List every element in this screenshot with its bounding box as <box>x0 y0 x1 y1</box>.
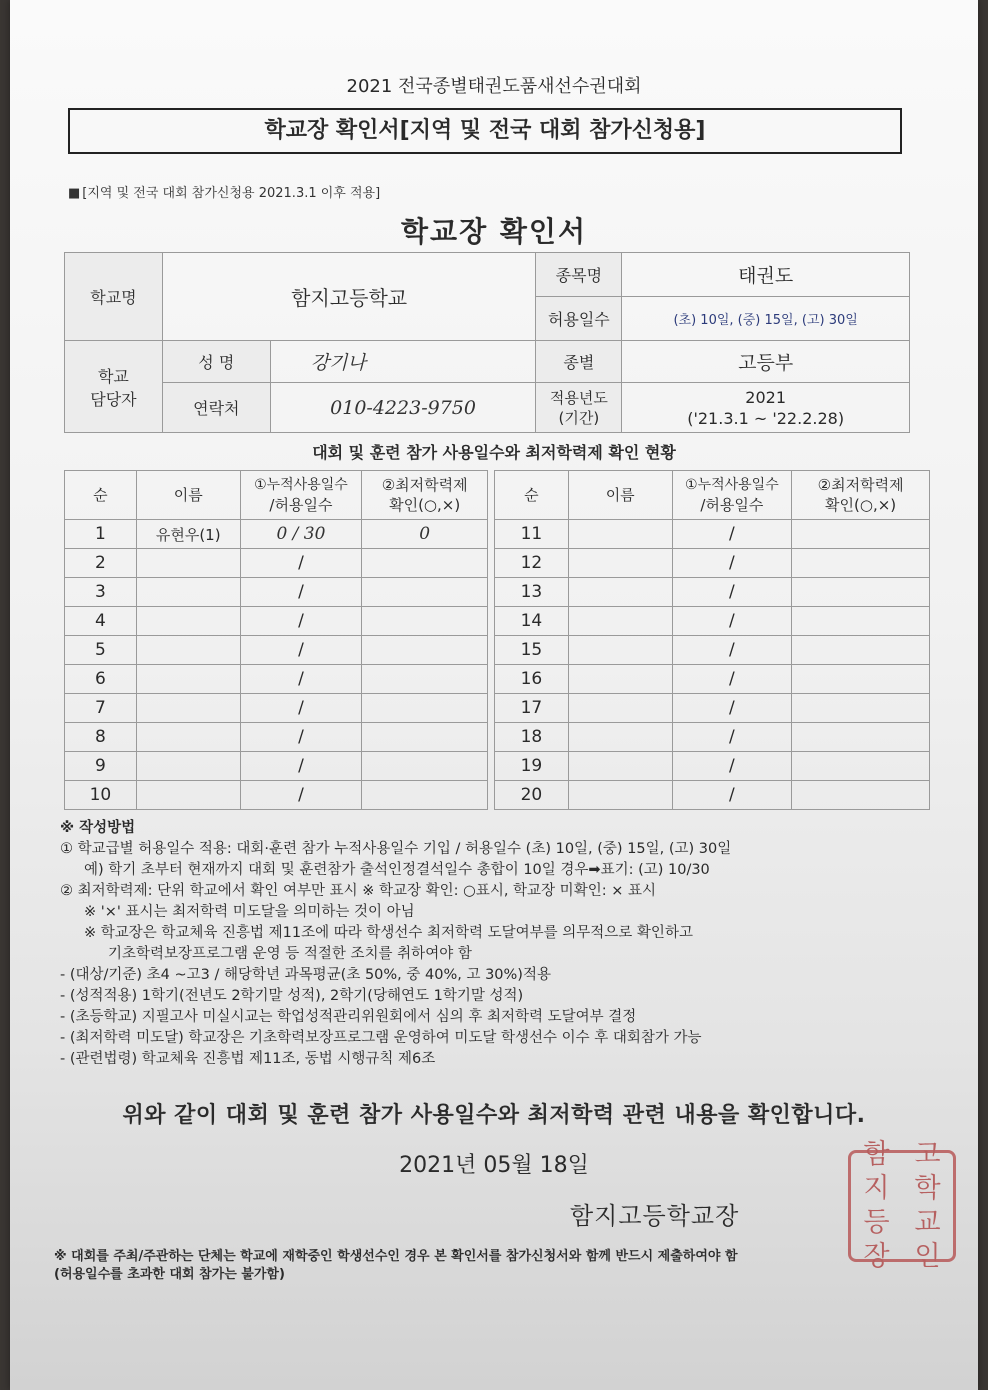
school-name-label: 학교명 <box>65 253 163 341</box>
table-row <box>65 694 930 723</box>
row-check <box>362 723 488 752</box>
row-no: 20 <box>494 781 568 810</box>
principal-signature: 함지고등학교장 <box>570 1202 740 1230</box>
row-check <box>792 607 930 636</box>
column-gap <box>488 549 495 578</box>
school-info-table <box>64 252 910 433</box>
row-check <box>792 752 930 781</box>
header-name-left: 이름 <box>136 471 240 520</box>
contact-person-label <box>65 341 163 433</box>
row-check <box>792 636 930 665</box>
row-no: 1 <box>65 520 137 549</box>
row-used: / <box>240 636 362 665</box>
row-name <box>136 723 240 752</box>
contact-phone-label: 연락처 <box>162 383 270 433</box>
row-check <box>792 665 930 694</box>
row-used: / <box>672 520 792 549</box>
row-check <box>362 781 488 810</box>
column-gap <box>488 578 495 607</box>
row-no: 9 <box>65 752 137 781</box>
row-check <box>362 636 488 665</box>
instruction-line: - (대상/기준) 초4 ~고3 / 해당학년 과목평균(초 50%, 중 40%, 고 30%)적용 <box>60 967 551 983</box>
seal-char: 인 <box>914 1241 941 1272</box>
instruction-line: - (최저학력 미도달) 학교장은 기초학력보장프로그램 운영하여 미도달 학생선수 이수 후 대회참가 가능 <box>60 1030 702 1046</box>
row-no: 7 <box>65 694 137 723</box>
row-used: / <box>240 694 362 723</box>
row-used: / <box>240 665 362 694</box>
row-used: 0 / 30 <box>240 520 362 549</box>
header-used-left-line2: /허용일수 <box>269 496 333 514</box>
table-row <box>65 752 930 781</box>
row-used: / <box>240 752 362 781</box>
table-row <box>65 549 930 578</box>
header-check-left <box>362 471 488 520</box>
table-row <box>65 723 930 752</box>
seal-char: 지 <box>863 1173 890 1204</box>
row-name <box>136 781 240 810</box>
document-header-box: 학교장 확인서[지역 및 전국 대회 참가신청용] <box>68 108 902 154</box>
footer-note-line2: (허용일수를 초과한 대회 참가는 불가함) <box>54 1267 285 1282</box>
instruction-line: ① 학교급별 허용일수 적용: 대회·훈련 참가 누적사용일수 기입 / 허용일수 (초) 10일, (중) 15일, (고) 30일 <box>60 841 732 857</box>
instruction-line: ※ '×' 표시는 최저학력 미도달을 의미하는 것이 아님 <box>84 904 415 920</box>
row-no: 11 <box>494 520 568 549</box>
row-name <box>568 723 672 752</box>
seal-char: 장 <box>863 1241 890 1272</box>
column-gap <box>488 694 495 723</box>
row-used: / <box>672 607 792 636</box>
participants-table <box>64 470 930 810</box>
column-gap <box>488 607 495 636</box>
row-check <box>792 694 930 723</box>
seal-char: 등 <box>863 1207 890 1238</box>
school-name-value: 함지고등학교 <box>162 253 536 341</box>
issue-date: 2021년 05월 18일 <box>399 1153 589 1178</box>
column-gap <box>488 781 495 810</box>
column-gap <box>488 723 495 752</box>
section-title: 대회 및 훈련 참가 사용일수와 최저학력제 확인 현황 <box>312 443 676 462</box>
document-title: 학교장 확인서 <box>400 215 588 248</box>
column-gap <box>488 636 495 665</box>
row-name <box>568 781 672 810</box>
row-used: / <box>672 781 792 810</box>
row-check <box>792 520 930 549</box>
row-name <box>568 694 672 723</box>
seal-char: 학 <box>914 1173 941 1204</box>
column-gap <box>488 520 495 549</box>
seal-char: 교 <box>914 1207 941 1238</box>
table-row <box>65 578 930 607</box>
sport-value: 태권도 <box>622 253 910 297</box>
row-check <box>362 665 488 694</box>
division-value: 고등부 <box>622 341 910 383</box>
header-used-right-line1: ①누적사용일수 <box>685 477 779 493</box>
column-gap <box>488 752 495 781</box>
year-label <box>536 383 622 433</box>
header-no-left: 순 <box>65 471 137 520</box>
contact-phone-value: 010-4223-9750 <box>270 383 536 433</box>
row-used: / <box>672 723 792 752</box>
row-name <box>568 520 672 549</box>
row-used: / <box>240 723 362 752</box>
confirmation-statement: 위와 같이 대회 및 훈련 참가 사용일수와 최저학력 관련 내용을 확인합니다. <box>122 1103 866 1128</box>
row-no: 2 <box>65 549 137 578</box>
allowed-days-value: (초) 10일, (중) 15일, (고) 30일 <box>622 297 910 341</box>
row-check <box>792 723 930 752</box>
sport-label: 종목명 <box>536 253 622 297</box>
header-check-left-line1: ②최저학력제 <box>381 476 468 494</box>
row-used: / <box>240 607 362 636</box>
row-check <box>362 752 488 781</box>
instruction-line: 기초학력보장프로그램 운영 등 적절한 조치를 취하여야 함 <box>108 946 472 962</box>
row-used: / <box>672 549 792 578</box>
row-no: 3 <box>65 578 137 607</box>
row-no: 6 <box>65 665 137 694</box>
row-name <box>568 752 672 781</box>
header-no-right: 순 <box>494 471 568 520</box>
division-label: 종별 <box>536 341 622 383</box>
header-check-left-line2: 확인(○,×) <box>389 496 461 514</box>
header-check-right <box>792 471 930 520</box>
row-name <box>136 549 240 578</box>
instruction-line: - (초등학교) 지필고사 미실시교는 학업성적관리위원회에서 심의 후 최저학력 도달여부 결정 <box>60 1009 637 1025</box>
official-seal <box>848 1139 956 1272</box>
year-value <box>622 383 910 433</box>
event-title: 2021 전국종별태권도품새선수권대회 <box>346 76 642 97</box>
allowed-days-label: 허용일수 <box>536 297 622 341</box>
column-gap <box>488 665 495 694</box>
header-used-right-line2: /허용일수 <box>700 496 764 514</box>
table-row <box>65 520 930 549</box>
contact-person-label-line2: 담당자 <box>90 389 137 409</box>
row-check <box>362 549 488 578</box>
row-no: 8 <box>65 723 137 752</box>
row-used: / <box>672 752 792 781</box>
row-check <box>792 578 930 607</box>
footer-note <box>54 1248 934 1284</box>
row-used: / <box>240 549 362 578</box>
row-no: 16 <box>494 665 568 694</box>
row-name <box>136 578 240 607</box>
table-row <box>65 665 930 694</box>
row-no: 14 <box>494 607 568 636</box>
row-no: 19 <box>494 752 568 781</box>
row-no: 10 <box>65 781 137 810</box>
row-name <box>568 578 672 607</box>
row-name <box>568 636 672 665</box>
instructions-block <box>60 818 940 1070</box>
header-used-left-line1: ①누적사용일수 <box>254 477 348 493</box>
year-value-line1: 2021 <box>745 387 786 407</box>
column-gap <box>488 471 495 520</box>
table-row <box>65 607 930 636</box>
contact-name-value: 강기나 <box>270 341 536 383</box>
seal-char: 고 <box>914 1139 941 1170</box>
row-no: 17 <box>494 694 568 723</box>
instruction-line: 예) 학기 초부터 현재까지 대회 및 훈련참가 출석인정결석일수 총합이 10일 경우➡표기: (고) 10/30 <box>84 862 710 878</box>
header-used-right <box>672 471 792 520</box>
table-row <box>65 781 930 810</box>
table-row <box>65 636 930 665</box>
document-page <box>10 0 978 1390</box>
row-used: / <box>672 665 792 694</box>
row-no: 13 <box>494 578 568 607</box>
row-name <box>136 665 240 694</box>
header-used-left <box>240 471 362 520</box>
row-check <box>362 578 488 607</box>
instructions-heading: ※ 작성방법 <box>60 820 136 836</box>
row-check <box>362 607 488 636</box>
instruction-line: ② 최저학력제: 단위 학교에서 확인 여부만 표시 ※ 학교장 확인: ○표시, 학교장 미확인: × 표시 <box>60 883 656 899</box>
row-used: / <box>240 781 362 810</box>
row-name <box>568 607 672 636</box>
participants-header-row <box>65 471 930 520</box>
row-no: 18 <box>494 723 568 752</box>
row-used: / <box>672 694 792 723</box>
header-check-right-line2: 확인(○,×) <box>825 496 897 514</box>
row-used: / <box>672 578 792 607</box>
row-check <box>362 694 488 723</box>
row-no: 15 <box>494 636 568 665</box>
instruction-line: ※ 학교장은 학교체육 진흥법 제11조에 따라 학생선수 최저학력 도달여부를 의무적으로 확인하고 <box>84 925 693 941</box>
instruction-line: - (성적적용) 1학기(전년도 2학기말 성적), 2학기(당해연도 1학기말 성적) <box>60 988 524 1004</box>
row-name: 유현우(1) <box>136 520 240 549</box>
row-check <box>792 549 930 578</box>
contact-name-label: 성 명 <box>162 341 270 383</box>
seal-char: 함 <box>863 1139 890 1170</box>
application-note: ■ [지역 및 전국 대회 참가신청용 2021.3.1 이후 적용] <box>68 182 380 201</box>
year-label-line1: 적용년도 <box>549 388 608 407</box>
row-name <box>568 549 672 578</box>
row-no: 5 <box>65 636 137 665</box>
row-name <box>136 752 240 781</box>
row-no: 4 <box>65 607 137 636</box>
row-name <box>568 665 672 694</box>
row-no: 12 <box>494 549 568 578</box>
row-used: / <box>672 636 792 665</box>
row-name <box>136 694 240 723</box>
row-check: 0 <box>362 520 488 549</box>
instruction-line: - (관련법령) 학교체육 진흥법 제11조, 동법 시행규칙 제6조 <box>60 1051 436 1067</box>
contact-person-label-line1: 학교 <box>97 366 129 386</box>
row-used: / <box>240 578 362 607</box>
row-check <box>792 781 930 810</box>
year-label-line2: (기간) <box>558 408 600 427</box>
row-name <box>136 607 240 636</box>
footer-note-line1: ※ 대회를 주최/주관하는 단체는 학교에 재학중인 학생선수인 경우 본 확인서를 참가신청서와 함께 반드시 제출하여야 함 <box>54 1249 738 1264</box>
header-name-right: 이름 <box>568 471 672 520</box>
year-value-line2: ('21.3.1 ~ '22.2.28) <box>687 408 845 428</box>
row-name <box>136 636 240 665</box>
header-check-right-line1: ②최저학력제 <box>817 476 904 494</box>
